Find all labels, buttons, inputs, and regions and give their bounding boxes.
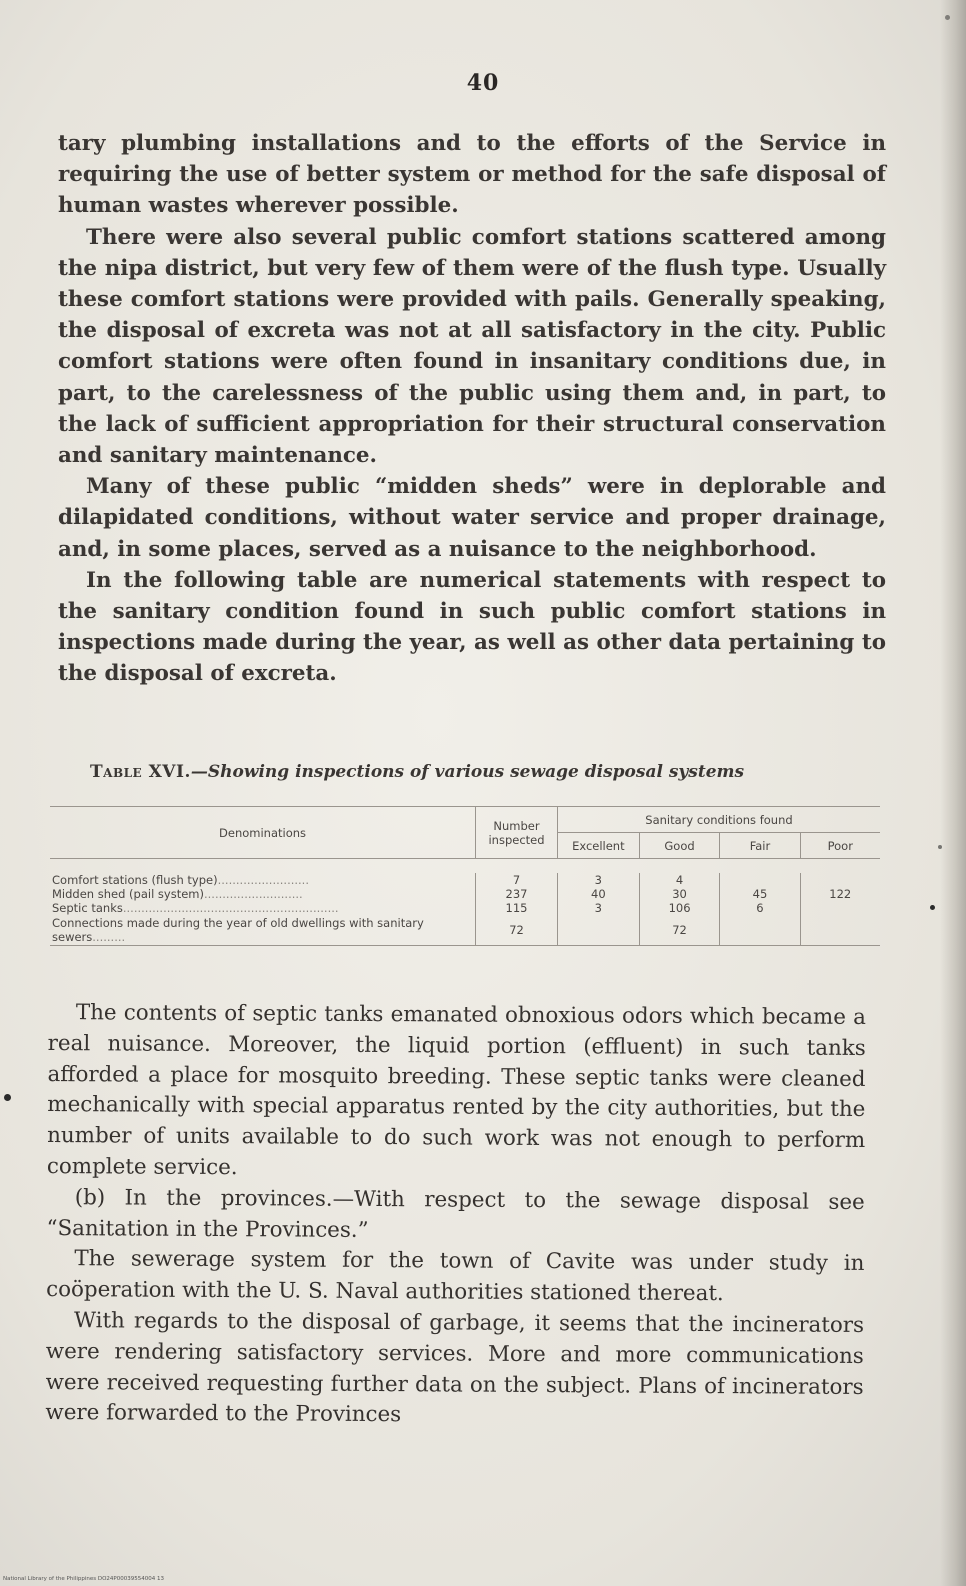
row-poor [800, 915, 880, 945]
table-row: Connections made during the year of old dwellings with sanitary sewers......... 72 72 [50, 915, 880, 945]
row-denomination: Septic tanks [52, 901, 123, 915]
table-row: Midden shed (pail system)........................... 237 40 30 45 122 [50, 887, 880, 901]
row-good: 4 [639, 873, 720, 887]
paragraph: With regards to the disposal of garbage, it seems that the incinerators were rendering satisfactory services. More and more communications were received requesting further data on the subject. Plans of incinerators were forwarded to the Provinces [45, 1308, 865, 1428]
header-excellent: Excellent [557, 833, 639, 859]
table-caption-label: Table XVI. [90, 762, 191, 782]
row-excellent [557, 915, 639, 945]
table-row: Septic tanks........................................................... 115 3 106 6 [50, 901, 880, 915]
header-number-inspected: Number inspected [476, 807, 558, 859]
table-caption [90, 762, 870, 782]
table-caption-title: —Showing inspections of various sewage disposal systems [190, 762, 745, 782]
paragraph: The contents of septic tanks emanated obnoxious odors which became a real nuisance. Moreover, the liquid portion (effluent) in such tanks afforded a place for mosquito breeding. These septic tanks were cleaned mechanically with special apparatus rented by the city authorities, but the number of units available to do such work was not enough to perform complete service. [46, 1000, 866, 1181]
header-fair: Fair [720, 833, 800, 859]
paragraph: tary plumbing installations and to the efforts of the Service in requiring the use of better system or method for the safe disposal of human wastes wherever possible. [58, 131, 886, 219]
page-edge-shadow [940, 0, 966, 1586]
row-fair [720, 915, 800, 945]
row-inspected: 115 [476, 901, 558, 915]
paragraph: In the following table are numerical statements with respect to the sanitary condition found in such public comfort stations in inspections made during the year, as well as other data pertaining to the disposal of excreta. [58, 567, 886, 687]
row-good: 106 [639, 901, 720, 915]
row-excellent: 3 [557, 901, 639, 915]
row-poor [800, 901, 880, 915]
row-fair [720, 873, 800, 887]
row-excellent: 40 [557, 887, 639, 901]
row-poor [800, 873, 880, 887]
paragraph: Many of these public “midden sheds” were in deplorable and dilapidated conditions, without water service and proper drainage, and, in some places, served as a nuisance to the neighborhood. [58, 474, 886, 562]
bottom-text-block [45, 998, 866, 1434]
dust-speck [4, 1094, 11, 1101]
dust-speck [938, 845, 942, 849]
dust-speck [930, 905, 935, 910]
row-denomination: Midden shed (pail system) [52, 887, 204, 901]
table-row: Comfort stations (flush type)......................... 7 3 4 [50, 873, 880, 887]
row-denomination: Comfort stations (flush type) [52, 873, 218, 887]
row-good: 72 [639, 915, 720, 945]
top-text-block [58, 128, 886, 690]
row-denomination: Connections made during the year of old dwellings with sanitary sewers [52, 915, 424, 944]
scan-footer: National Library of the Philippines DO24P00039554004 13 [3, 1576, 164, 1582]
header-poor: Poor [827, 838, 853, 853]
page-number: 40 [466, 70, 500, 96]
paragraph: The sewerage system for the town of Cavite was under study in coöperation with the U. S. Naval authorities stationed thereat. [46, 1246, 865, 1307]
paragraph: There were also several public comfort stations scattered among the nipa district, but very few of them were of the flush type. Usually these comfort stations were provided with pails. Generally speaking, the disposal of excreta was not at all satisfactory in the city. Public comfort stations were often found in insanitary conditions due, in part, to the carelessness of the public using them and, in part, to the lack of sufficient appropriation for their structural conservation and sanitary maintenance. [58, 224, 886, 469]
sewage-inspection-table [50, 806, 880, 992]
row-inspected: 237 [476, 887, 558, 901]
header-denominations: Denominations [219, 825, 307, 840]
dust-speck [945, 15, 950, 20]
row-excellent: 3 [557, 873, 639, 887]
row-fair: 6 [720, 901, 800, 915]
paragraph: (b) In the provinces.—With respect to the sewage disposal see “Sanitation in the Provinces.” [46, 1184, 865, 1243]
row-good: 30 [639, 887, 720, 901]
row-inspected: 72 [476, 915, 558, 945]
header-good: Good [639, 833, 720, 859]
row-inspected: 7 [476, 873, 558, 887]
header-sanitary-conditions: Sanitary conditions found [557, 807, 880, 833]
row-fair: 45 [720, 887, 800, 901]
row-poor: 122 [829, 887, 852, 901]
